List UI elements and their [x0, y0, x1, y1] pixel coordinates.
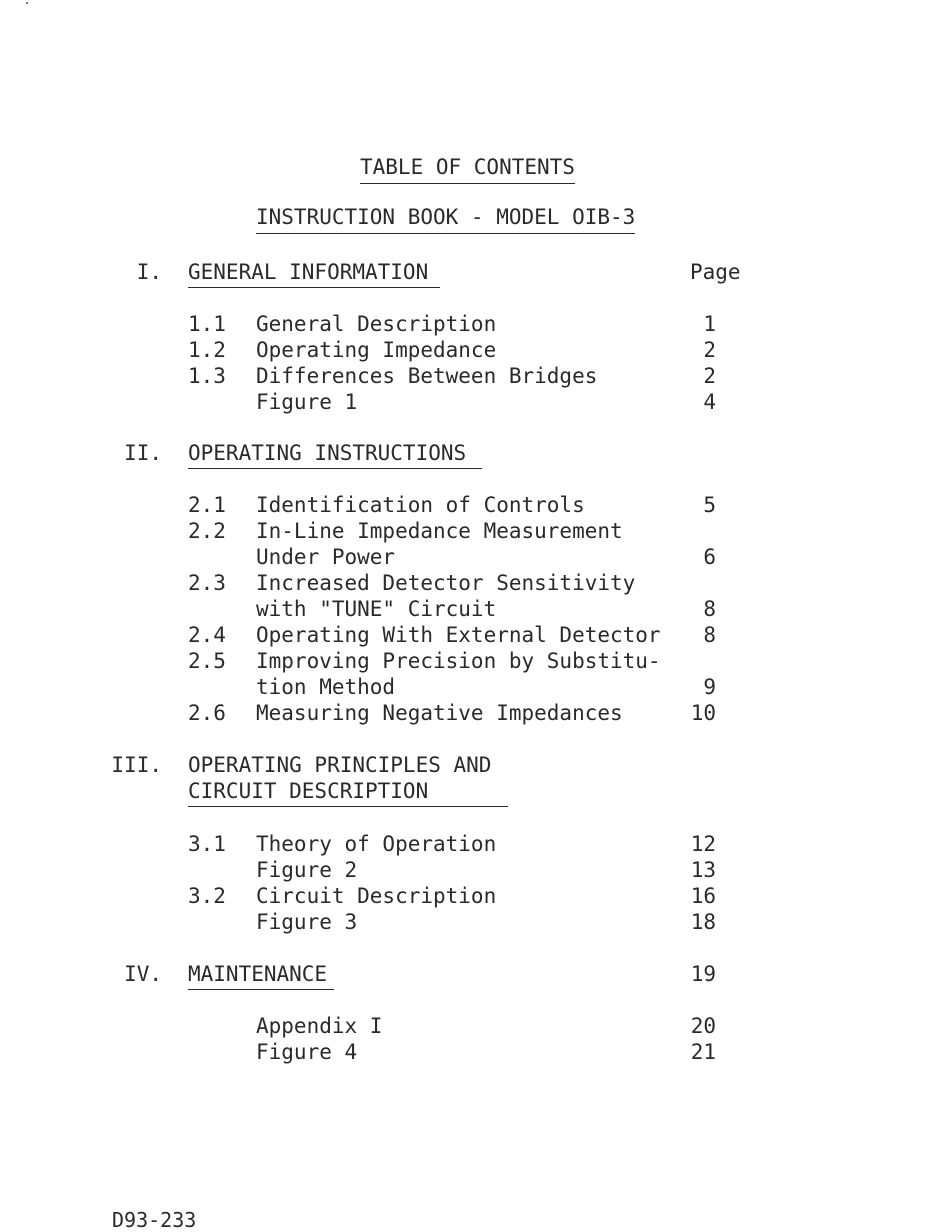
- entry-page-number: 8: [703, 597, 716, 621]
- toc-subtitle: INSTRUCTION BOOK - MODEL OIB-3: [256, 204, 635, 234]
- entry-title: Improving Precision by Substitu-: [256, 649, 661, 673]
- entry-title: Differences Between Bridges: [256, 364, 598, 388]
- section-heading: OPERATING INSTRUCTIONS: [188, 441, 467, 465]
- entry-number: 2.3: [188, 571, 226, 595]
- entry-number: 3.2: [188, 884, 226, 908]
- entry-number: 1.3: [188, 364, 226, 388]
- section-heading: OPERATING PRINCIPLES AND: [188, 753, 492, 777]
- section-numeral: I.: [136, 260, 162, 284]
- entry-title: Theory of Operation: [256, 832, 497, 856]
- entry-page-number: 1: [703, 312, 716, 336]
- section-heading-rule: [188, 806, 508, 807]
- entry-title: Increased Detector Sensitivity: [256, 571, 636, 595]
- section-page-number: 19: [690, 962, 716, 986]
- page-column-header: Page: [690, 260, 741, 284]
- entry-page-number: 2: [703, 364, 716, 388]
- entry-title: Figure 2: [256, 858, 358, 882]
- entry-page-number: 4: [703, 390, 716, 414]
- entry-title: Appendix I: [256, 1014, 383, 1038]
- entry-page-number: 10: [690, 701, 716, 725]
- entry-title: In-Line Impedance Measurement: [256, 519, 623, 543]
- entry-page-number: 20: [690, 1014, 716, 1038]
- section-numeral: III.: [111, 753, 162, 777]
- scan-speck: [26, 2, 28, 4]
- entry-title: Operating With External Detector: [256, 623, 661, 647]
- entry-page-number: 6: [703, 545, 716, 569]
- section-heading-rule: [188, 989, 334, 990]
- section-heading: GENERAL INFORMATION: [188, 260, 429, 284]
- entry-page-number: 9: [703, 675, 716, 699]
- entry-page-number: 13: [690, 858, 716, 882]
- entry-page-number: 2: [703, 338, 716, 362]
- entry-number: 2.1: [188, 493, 226, 517]
- entry-page-number: 8: [703, 623, 716, 647]
- entry-number: 1.1: [188, 312, 226, 336]
- entry-number: 1.2: [188, 338, 226, 362]
- entry-title: Identification of Controls: [256, 493, 585, 517]
- section-heading-rule: [188, 287, 440, 288]
- section-heading: CIRCUIT DESCRIPTION: [188, 779, 429, 803]
- entry-title: Operating Impedance: [256, 338, 497, 362]
- entry-title: Figure 1: [256, 390, 358, 414]
- section-numeral: II.: [124, 441, 162, 465]
- entry-page-number: 5: [703, 493, 716, 517]
- section-numeral: IV.: [124, 962, 162, 986]
- entry-title: General Description: [256, 312, 497, 336]
- entry-number: 3.1: [188, 832, 226, 856]
- entry-number: 2.4: [188, 623, 226, 647]
- entry-number: 2.5: [188, 649, 226, 673]
- toc-title: TABLE OF CONTENTS: [360, 154, 575, 184]
- entry-title: with "TUNE" Circuit: [256, 597, 497, 621]
- entry-title: Under Power: [256, 545, 396, 569]
- entry-number: 2.6: [188, 701, 226, 725]
- document-code: D93-233: [112, 1208, 197, 1232]
- section-heading-rule: [188, 468, 482, 469]
- entry-title: Figure 4: [256, 1040, 358, 1064]
- section-heading: MAINTENANCE: [188, 962, 328, 986]
- entry-page-number: 16: [690, 884, 716, 908]
- entry-title: Measuring Negative Impedances: [256, 701, 623, 725]
- entry-page-number: 21: [690, 1040, 716, 1064]
- entry-page-number: 18: [690, 910, 716, 934]
- entry-page-number: 12: [690, 832, 716, 856]
- entry-title: Figure 3: [256, 910, 358, 934]
- entry-title: Circuit Description: [256, 884, 497, 908]
- entry-title: tion Method: [256, 675, 396, 699]
- entry-number: 2.2: [188, 519, 226, 543]
